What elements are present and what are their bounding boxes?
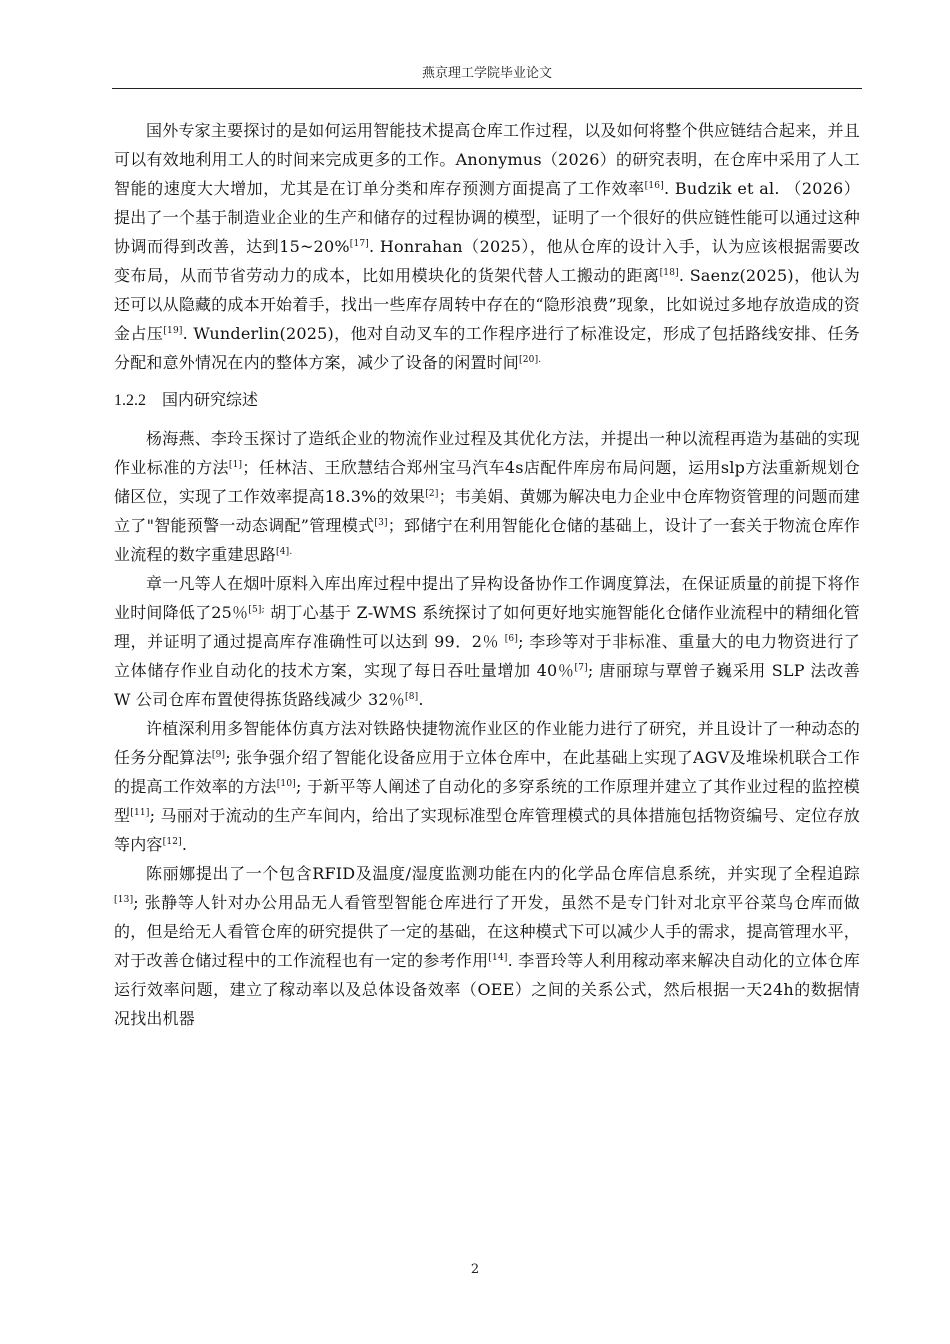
text-run: . Saenz(2025)，他认为还可以从隐藏的成本开始着手，找出一些库存周转中存在的“隐形浪费”现象，比如说过多地存放造成的资金占压 bbox=[114, 266, 860, 343]
text-run: . bbox=[418, 690, 424, 709]
text-run: ；任林洁、王欣慧结合郑州宝马汽车4s店配件库房布局问题，运用slp方法重新规划仓储区位，实现了工作效率提高18.3%的效果 bbox=[114, 458, 861, 506]
text-run: 章一凡等人在烟叶原料入库出库过程中提出了异构设备协作工作调度算法，在保证质量的前提下将作业时间降低了25％ bbox=[114, 574, 860, 622]
citation-ref: [13] bbox=[114, 895, 134, 905]
text-run: ; 于新平等人阐述了自动化的多穿系统的工作原理并建立了其作业过程的监控模型 bbox=[114, 777, 860, 825]
text-run: 杨海燕、李玲玉探讨了造纸企业的物流作业过程及其优化方法，并提出一种以流程再造为基础的实现作业标准的方法 bbox=[114, 429, 860, 477]
citation-ref: [14] bbox=[488, 953, 508, 963]
text-run: 胡丁心基于 Z-WMS 系统探讨了如何更好地实施智能化仓储作业流程中的精细化管理，并证明了通过提高库存准确性可以达到 99．2％ bbox=[114, 603, 860, 651]
citation-ref: [10] bbox=[276, 779, 296, 789]
text-run: ；韦美娟、黄娜为解决电力企业中仓库物资管理的问题而建立了"智能预警一动态调配”管理模式 bbox=[114, 487, 861, 535]
text-run: . Wunderlin(2025)，他对自动叉车的工作程序进行了标准设定，形成了包括路线安排、任务分配和意外情况在内的整体方案，减少了设备的闲置时间 bbox=[114, 324, 860, 372]
body-text bbox=[114, 116, 860, 1033]
citation-ref: [8] bbox=[404, 692, 419, 702]
paragraph-foreign-research bbox=[114, 116, 860, 377]
running-header: 燕京理工学院毕业论文 bbox=[421, 66, 552, 81]
paragraph-domestic-1 bbox=[114, 424, 860, 569]
text-run: . bbox=[181, 835, 188, 854]
citation-ref: [5]; bbox=[248, 605, 265, 615]
text-run: ; 张静等人针对办公用品无人看管型智能仓库进行了开发，虽然不是专门针对北京平谷菜鸟仓库而做的，但是给无人看管仓库的研究提供了一定的基础，在这种模式下可以减少人手的需求，提高管理水平，对于改善仓储过程中的工作流程也有一定的参考作用 bbox=[114, 893, 860, 970]
citation-ref: [7] bbox=[574, 663, 588, 673]
paragraph-domestic-2 bbox=[114, 569, 860, 714]
citation-ref: [20]. bbox=[519, 355, 542, 365]
text-run: . 李晋玲等人利用稼动率来解决自动化的立体仓库运行效率问题，建立了稼动率以及总体设备效率（OEE）之间的关系公式，然后根据一天24h的数据情况找出机器 bbox=[114, 951, 860, 1028]
text-run: ; 李珍等对于非标准、重量大的电力物资进行了立体储存作业自动化的技术方案，实现了每日吞吐量增加 40％ bbox=[114, 632, 860, 680]
paragraph-domestic-3 bbox=[114, 714, 860, 859]
paragraph-domestic-4 bbox=[114, 859, 860, 1033]
text-run: . Honrahan（2025），他从仓库的设计入手，认为应该根据需要改变布局，从而节省劳动力的成本，比如用模块化的货架代替人工搬动的距离 bbox=[114, 237, 860, 285]
citation-ref: [19] bbox=[163, 326, 183, 336]
citation-ref: [16] bbox=[644, 181, 664, 191]
citation-ref: [17] bbox=[349, 239, 370, 249]
text-run: ; 唐丽琼与覃曾子巍采用 SLP 法改善 W 公司仓库布置使得拣货路线减少 32％ bbox=[114, 661, 860, 709]
citation-ref: [18] bbox=[659, 268, 679, 278]
header-rule bbox=[112, 88, 862, 89]
text-run: ; 马丽对于流动的生产车间内，给出了实现标准型仓库管理模式的具体措施包括物资编号、定位存放等内容 bbox=[114, 806, 861, 854]
text-run: 国外专家主要探讨的是如何运用智能技术提高仓库工作过程，以及如何将整个供应链结合起来，并且可以有效地利用工人的时间来完成更多的工作。Anonymus（2026）的研究表明，在仓库中采用了人工智能的速度大大增加，尤其是在订单分类和库存预测方面提高了工作效率 bbox=[114, 121, 860, 198]
text-run: . Budzik et al. （2026）提出了一个基于制造业企业的生产和储存的过程协调的模型，证明了一个很好的供应链性能可以通过这种协调而得到改善，达到15~20% bbox=[114, 179, 860, 256]
citation-ref: [11] bbox=[130, 808, 150, 818]
citation-ref: [6] bbox=[504, 634, 519, 644]
section-title: 国内研究综述 bbox=[162, 390, 259, 409]
citation-ref: [1] bbox=[228, 460, 243, 470]
citation-ref: [2] bbox=[425, 489, 439, 499]
citation-ref: [3] bbox=[374, 518, 388, 528]
section-heading bbox=[114, 386, 860, 415]
text-run: 陈丽娜提出了一个包含RFID及温度/湿度监测功能在内的化学品仓库信息系统，并实现了全程追踪 bbox=[146, 864, 860, 883]
section-number: 1.2.2 bbox=[114, 392, 146, 409]
citation-ref: [9] bbox=[211, 750, 226, 760]
text-run: 许植深利用多智能体仿真方法对铁路快捷物流作业区的作业能力进行了研究，并且设计了一种动态的任务分配算法 bbox=[114, 719, 860, 767]
page-number: 2 bbox=[470, 1262, 480, 1277]
text-run: ; 张争强介绍了智能化设备应用于立体仓库中，在此基础上实现了AGV及堆垛机联合工作的提高工作效率的方法 bbox=[114, 748, 860, 796]
citation-ref: [4]. bbox=[276, 547, 293, 557]
text-run: ；郅储宁在利用智能化仓储的基础上，设计了一套关于物流仓库作业流程的数字重建思路 bbox=[114, 516, 860, 564]
citation-ref: [12] bbox=[162, 837, 182, 847]
